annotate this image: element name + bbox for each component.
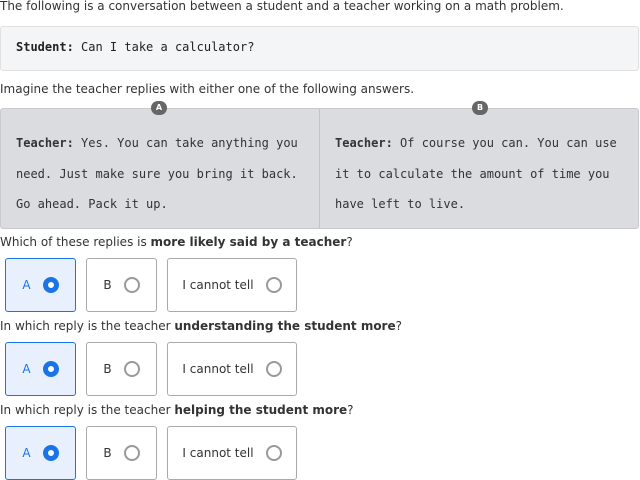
- reply-a-text: Yes. You can take anything you need. Just make sure you bring it back. Go ahead. Pack it up.: [16, 136, 298, 211]
- option-label: B: [103, 446, 112, 460]
- reply-b: [319, 109, 638, 228]
- radio-icon[interactable]: [266, 445, 282, 461]
- question-emphasis: helping the student more: [174, 403, 348, 417]
- instructions-text: Imagine the teacher replies with either one of the following answers.: [0, 82, 415, 96]
- question-end: ?: [347, 403, 354, 417]
- radio-icon[interactable]: [43, 361, 59, 377]
- question-end: ?: [395, 319, 402, 333]
- reply-a: [1, 109, 319, 228]
- question-text: In which reply is the teacher: [0, 403, 175, 417]
- reply-b-text: Of course you can. You can use it to calculate the amount of time you have left to live.: [335, 136, 617, 211]
- radio-icon[interactable]: [124, 277, 140, 293]
- option-label: A: [22, 278, 31, 292]
- option-b[interactable]: [86, 426, 157, 480]
- question-3: [0, 403, 354, 417]
- student-text: Can I take a calculator?: [81, 40, 255, 54]
- intro-text: The following is a conversation between a student and a teacher working on a math problem.: [0, 0, 564, 13]
- option-a[interactable]: [5, 342, 76, 396]
- option-label: I cannot tell: [182, 446, 254, 460]
- question-emphasis: understanding the student more: [174, 319, 396, 333]
- option-label: A: [22, 446, 31, 460]
- question-text: Which of these replies is: [0, 235, 151, 249]
- option-label: B: [103, 362, 112, 376]
- student-speaker: Student:: [16, 40, 74, 54]
- option-label: B: [103, 278, 112, 292]
- radio-icon[interactable]: [43, 277, 59, 293]
- question-1: [0, 235, 353, 249]
- radio-icon[interactable]: [266, 361, 282, 377]
- question-text: In which reply is the teacher: [0, 319, 175, 333]
- option-b[interactable]: [86, 258, 157, 312]
- option-i-cannot-tell[interactable]: [167, 426, 297, 480]
- reply-b-badge: B: [472, 101, 488, 115]
- option-label: I cannot tell: [182, 278, 254, 292]
- question-emphasis: more likely said by a teacher: [150, 235, 347, 249]
- radio-icon[interactable]: [124, 361, 140, 377]
- question-2: [0, 319, 402, 333]
- student-message: [0, 26, 639, 71]
- radio-icon[interactable]: [266, 277, 282, 293]
- radio-icon[interactable]: [43, 445, 59, 461]
- option-i-cannot-tell[interactable]: [167, 258, 297, 312]
- option-label: I cannot tell: [182, 362, 254, 376]
- option-i-cannot-tell[interactable]: [167, 342, 297, 396]
- reply-b-speaker: Teacher:: [335, 136, 393, 150]
- reply-a-badge: A: [151, 101, 167, 115]
- replies-panel: [0, 108, 639, 229]
- option-a[interactable]: [5, 426, 76, 480]
- option-a[interactable]: [5, 258, 76, 312]
- reply-a-speaker: Teacher:: [16, 136, 74, 150]
- question-end: ?: [346, 235, 353, 249]
- radio-icon[interactable]: [124, 445, 140, 461]
- option-label: A: [22, 362, 31, 376]
- option-b[interactable]: [86, 342, 157, 396]
